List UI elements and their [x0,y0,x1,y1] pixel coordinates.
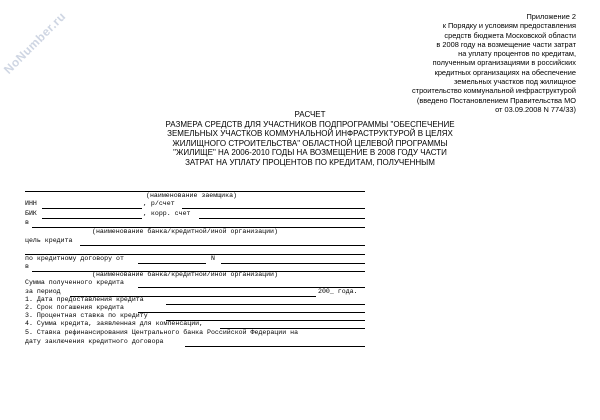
appendix-line: строительство коммунальной инфраструктурой [411,86,576,96]
credit-agreement-label: по кредитному договору от [25,255,124,262]
refinancing-rate-field[interactable] [185,346,365,347]
bank-caption: (наименование банка/кредитной/иной организации) [92,228,278,235]
number-sign: N [211,255,215,262]
appendix-line: средств бюджета Московской области [444,30,576,40]
bank-prefix: в [25,219,29,226]
appendix-line: к Порядку и условиям предоставления [442,21,576,31]
appendix-line: на уплату процентов по кредитам, [458,49,576,59]
repayment-term-field[interactable] [138,312,365,313]
account-field[interactable] [182,208,365,209]
inn-field[interactable] [42,208,142,209]
bank-caption: (наименование банка/кредитной/иной организации) [92,271,278,278]
item-refinancing-rate: 5. Ставка рефинансирования Центрального банка Российской Федерации на [25,329,299,336]
appendix-line: Приложение 2 [526,12,576,21]
account-label: , р/счет [143,200,175,207]
title-line: ЗЕМЕЛЬНЫХ УЧАСТКОВ КОММУНАЛЬНОЙ ИНФРАСТРУКТУРОЙ В ЦЕЛЯХ [167,129,453,139]
item-credit-date: 1. Дата предоставления кредита [25,296,144,303]
item-interest-rate: 3. Процентная ставка по кредиту [25,312,148,319]
borrower-caption: (наименование заемщика) [146,192,238,199]
corr-account-field[interactable] [199,218,365,219]
credit-purpose-label: цель кредита [25,237,73,244]
appendix-line: от 03.09.2008 N 774/33) [495,104,576,114]
title-line: ЖИЛИЩНОГО СТРОИТЕЛЬСТВА" ОБЛАСТНОЙ ЦЕЛЕВОЙ ПРОГРАММЫ [172,138,448,148]
credit-date-field[interactable] [166,304,365,305]
appendix-line: полученным организациями в российских [432,58,576,68]
credit-sum-label: Сумма полученного кредита [25,279,124,286]
appendix-line: кредитных организациях на обеспечение [434,67,576,77]
watermark: NoNumber.ru [0,9,69,77]
bik-label: БИК [25,210,37,217]
period-label: за период [25,288,61,295]
appendix-line: земельных участков под жилищное [453,77,576,87]
appendix-line: (введено Постановлением Правительства МО [416,95,576,105]
title-line: "ЖИЛИЩЕ" НА 2006-2010 ГОДЫ НА ВОЗМЕЩЕНИЕ В 2008 ГОДУ ЧАСТИ [173,148,447,158]
item-refinancing-rate-cont: дату заключения кредитного договора [25,338,164,345]
corr-account-label: , корр. счет [143,210,191,217]
agreement-number-field[interactable] [221,263,365,264]
bank-prefix: в [25,263,29,270]
credit-purpose-field[interactable] [80,245,365,246]
bik-field[interactable] [42,218,142,219]
title-line: РАЗМЕРА СРЕДСТВ ДЛЯ УЧАСТНИКОВ ПОДПРОГРАММЫ "ОБЕСПЕЧЕНИЕ [165,119,455,129]
inn-label: ИНН [25,200,37,207]
item-compensation-sum: 4. Сумма кредита, заявленная для компенсации, [25,320,204,327]
year-label: 200_ года. [318,288,358,295]
agreement-date-field[interactable] [138,263,206,264]
appendix-line: в 2008 году на возмещение части затрат [436,39,576,49]
item-repayment-term: 2. Срок погашения кредита [25,304,124,311]
title-line: РАСЧЕТ [294,110,326,119]
title-line: ЗАТРАТ НА УПЛАТУ ПРОЦЕНТОВ ПО КРЕДИТАМ, ПОЛУЧЕННЫМ [185,157,435,167]
